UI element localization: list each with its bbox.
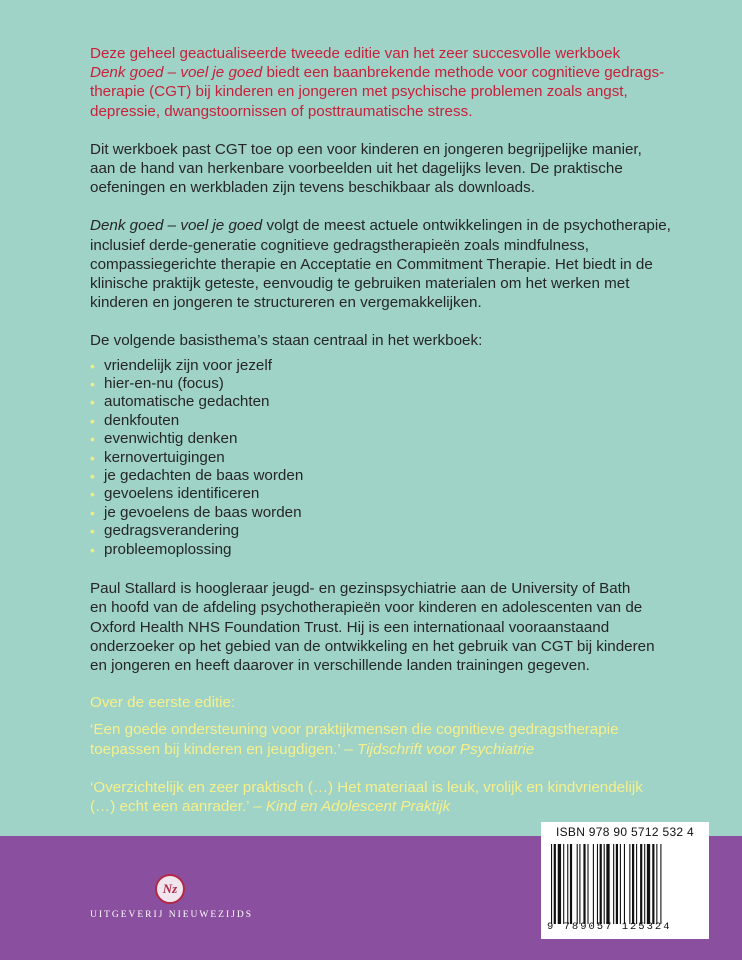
bullet-icon: • [90, 541, 95, 558]
review-quote-1: ‘Een goede ondersteuning voor praktijkmensen die cognitieve gedragstherapie toepassen bij kinderen en jeugdigen.’ – Tijdschrift voor Psychiatrie [90, 721, 619, 758]
list-item: • gedragsverandering [90, 522, 240, 540]
review-source-2: Kind en Adolescent Praktijk [265, 797, 451, 815]
intro-line-2: biedt een baanbrekende methode voor cognitieve gedrags- [262, 64, 665, 82]
author-line-5: en jongeren en heeft daarover in verschillende landen trainingen gegeven. [90, 656, 590, 674]
book-line-1: volgt de meest actuele ontwikkelingen in de psychotherapie, [262, 217, 671, 235]
list-item: • evenwichtig denken [90, 430, 238, 448]
themes-heading: De volgende basisthema’s staan centraal in het werkboek: [90, 332, 483, 350]
book-line-4: klinische praktijk geteste, eenvoudig te gebruiken materialen om het werken met [90, 275, 630, 293]
book-paragraph [90, 216, 690, 312]
cgt-line-1: Dit werkboek past CGT toe op een voor kinderen en jongeren begrijpelijke manier, [90, 140, 642, 158]
bullet-icon: • [90, 523, 95, 540]
cgt-line-3: oefeningen en werkbladen zijn tevens beschikbaar als downloads. [90, 179, 535, 197]
intro-line-4: depressie, dwangstoornissen of posttraumatische stress. [90, 102, 473, 120]
list-item: • automatische gedachten [90, 393, 270, 411]
cgt-line-2: aan de hand van herkenbare voorbeelden uit het dagelijks leven. De praktische [90, 160, 623, 178]
list-item: • je gevoelens de baas worden [90, 503, 302, 521]
intro-paragraph [90, 44, 690, 121]
bullet-icon: • [90, 486, 95, 503]
back-cover-text [90, 44, 690, 816]
themes-list [90, 357, 690, 559]
author-line-2: en hoofd van de afdeling psychotherapieën voor kinderen en adolescenten van de [90, 599, 643, 617]
cgt-paragraph [90, 140, 690, 198]
publisher-logo-icon: Nz [155, 874, 185, 904]
author-line-3: Oxford Health NHS Foundation Trust. Hij is een internationaal vooraanstaand [90, 618, 610, 636]
publisher-name: UITGEVERIJ NIEUWEZIJDS [90, 910, 253, 920]
list-item: • gevoelens identificeren [90, 485, 260, 503]
list-item: • kernovertuigingen [90, 448, 225, 466]
intro-book-title: Denk goed – voel je goed [90, 64, 263, 82]
barcode [541, 822, 709, 939]
bullet-icon: • [90, 504, 95, 521]
bullet-icon: • [90, 449, 95, 466]
book-line-3: compassiegerichte therapie en Acceptatie en Commitment Therapie. Het biedt in de [90, 255, 653, 273]
barcode-bars-icon [551, 844, 701, 924]
book-title: Denk goed – voel je goed [90, 217, 263, 235]
bullet-icon: • [90, 468, 95, 485]
bullet-icon: • [90, 394, 95, 411]
bullet-icon: • [90, 412, 95, 429]
isbn-label: ISBN 978 90 5712 532 4 [555, 825, 695, 839]
list-item: • probleemoplossing [90, 540, 232, 558]
book-line-2: inclusief derde-generatie cognitieve gedragstherapieën zoals mindfulness, [90, 236, 589, 254]
review-quote-2: ‘Overzichtelijk en zeer praktisch (…) Het materiaal is leuk, vrolijk en kindvriendelijk (…) echt een aanrader.’ – Kind en Adolescent Praktijk [90, 778, 643, 815]
list-item: • hier-en-nu (focus) [90, 375, 224, 393]
bullet-icon: • [90, 357, 95, 374]
intro-line-3: therapie (CGT) bij kinderen en jongeren met psychische problemen zoals angst, [90, 83, 628, 101]
intro-line-1: Deze geheel geactualiseerde tweede editie van het zeer succesvolle werkboek [90, 45, 621, 62]
list-item: • vriendelijk zijn voor jezelf [90, 356, 272, 374]
publisher-logo [90, 874, 253, 920]
author-line-1: Paul Stallard is hoogleraar jeugd- en gezinspsychiatrie aan de University of Bath [90, 580, 631, 598]
book-line-5: kinderen en jongeren te structureren en vergemakkelijken. [90, 294, 482, 312]
author-paragraph [90, 579, 690, 675]
author-line-4: onderzoeker op het gebied van de ontwikkeling en het gebruik van CGT bij kinderen [90, 637, 655, 655]
bullet-icon: • [90, 431, 95, 448]
list-item: • je gedachten de baas worden [90, 467, 304, 485]
barcode-digits: 9 789057 125324 [547, 921, 672, 933]
review-source-1: Tijdschrift voor Psychiatrie [357, 740, 535, 758]
list-item: • denkfouten [90, 411, 180, 429]
reviews-heading: Over de eerste editie: [90, 694, 236, 712]
reviews [90, 693, 690, 816]
bullet-icon: • [90, 376, 95, 393]
